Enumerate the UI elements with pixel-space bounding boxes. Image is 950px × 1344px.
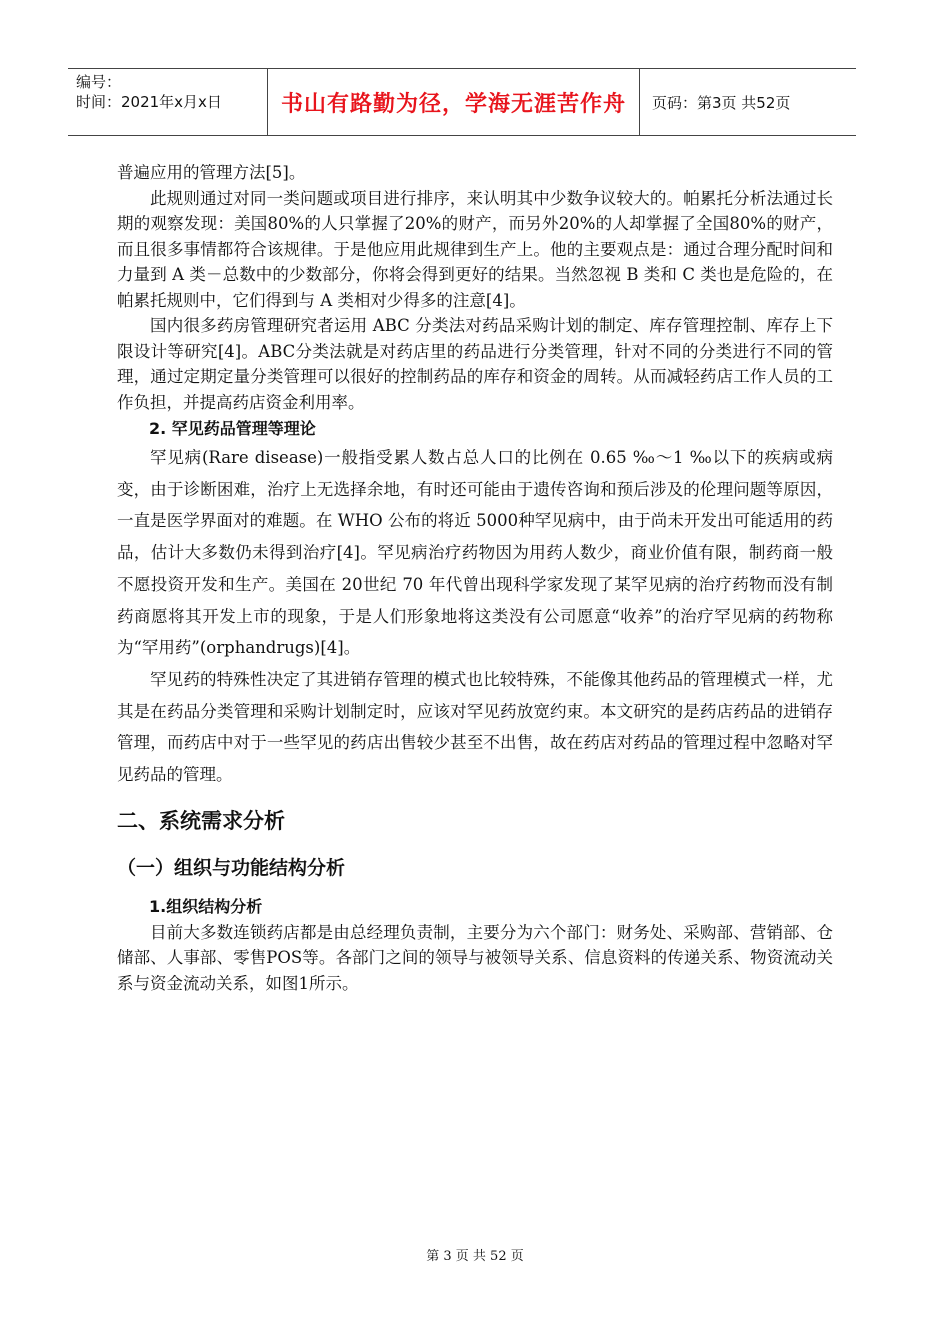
header-page-label: 页码：第3页 共52页 (652, 93, 791, 112)
paragraph-4: 罕见病(Rare disease)一般指受累人数占总人口的比例在 0.65 ‰～1 ‰以下的疾病或病变，由于诊断困难，治疗上无选择余地，有时还可能由于遗传咨询和预后涉及的伦理问题等原因，一直是医学界面对的难题。在 WHO 公布的将近 5000种罕见病中，由于尚未开发出可能适用的药品，估计大多数仍未得到治疗[4]。罕见病治疗药物因为用药人数少，商业价值有限，制药商一般不愿投资开发和生产。美国在 20世纪 70 年代曾出现科学家发现了某罕见病的治疗药物而没有制药商愿将其开发上市的现象，于是人们形象地将这类没有公司愿意“收养”的治疗罕见病的药物称为“罕用药”(orphandrugs)[4]。 (117, 448, 833, 658)
paragraph-1: 普遍应用的管理方法[5]。 (117, 163, 306, 182)
subheading-org-structure: 1.组织结构分析 (149, 896, 263, 916)
paragraph-2: 此规则通过对同一类问题或项目进行排序，来认明其中少数争议较大的。帕累托分析法通过长期的观察发现：美国80%的人只掌握了20%的财产，而另外20%的人却掌握了全国80%的财产，而且很多事情都符合该规律。于是他应用此规律到生产上。他的主要观点是：通过合理分配时间和力量到 A 类－总数中的少数部分，你将会得到更好的结果。当然忽视 B 类和 C 类也是危险的，在帕累托规则中，它们得到与 A 类相对少得多的注意[4]。 (117, 188, 833, 310)
paragraph-5: 罕见药的特殊性决定了其进销存管理的模式也比较特殊，不能像其他药品的管理模式一样，尤其是在药品分类管理和采购计划制定时，应该对罕见药放宽约束。本文研究的是药店药品的进销存管理，而药店中对于一些罕见的药店出售较少甚至不出售，故在药店对药品的管理过程中忽略对罕见药品的管理。 (117, 669, 833, 785)
paragraph-3: 国内很多药房管理研究者运用 ABC 分类法对药品采购计划的制定、库存管理控制、库存上下限设计等研究[4]。ABC分类法就是对药店里的药品进行分类管理，针对不同的分类进行不同的管理，通过定期定量分类管理可以很好的控制药品的库存和资金的周转。从而减轻药店工作人员的工作负担，并提高药店资金利用率。 (117, 316, 833, 412)
time-label: 时间：2021年x月x日 (76, 93, 222, 111)
document-body (117, 160, 833, 996)
paragraph-6: 目前大多数连锁药店都是由总经理负责制，主要分为六个部门：财务处、采购部、营销部、仓储部、人事部、零售POS等。各部门之间的领导与被领导关系、信息资料的传递关系、物资流动关系与资金流动关系，如图1所示。 (117, 922, 833, 993)
header-meta (68, 69, 268, 135)
header-motto: 书山有路勤为径，学海无涯苦作舟 (268, 69, 640, 135)
subsection-heading: （一）组织与功能结构分析 (117, 856, 346, 879)
serial-label: 编号： (76, 73, 122, 91)
page-header (68, 68, 856, 136)
section-heading: 二、系统需求分析 (117, 808, 285, 833)
subheading-rare-drug-theory: 2. 罕见药品管理等理论 (149, 419, 316, 438)
page-footer: 第 3 页 共 52 页 (426, 1249, 524, 1264)
